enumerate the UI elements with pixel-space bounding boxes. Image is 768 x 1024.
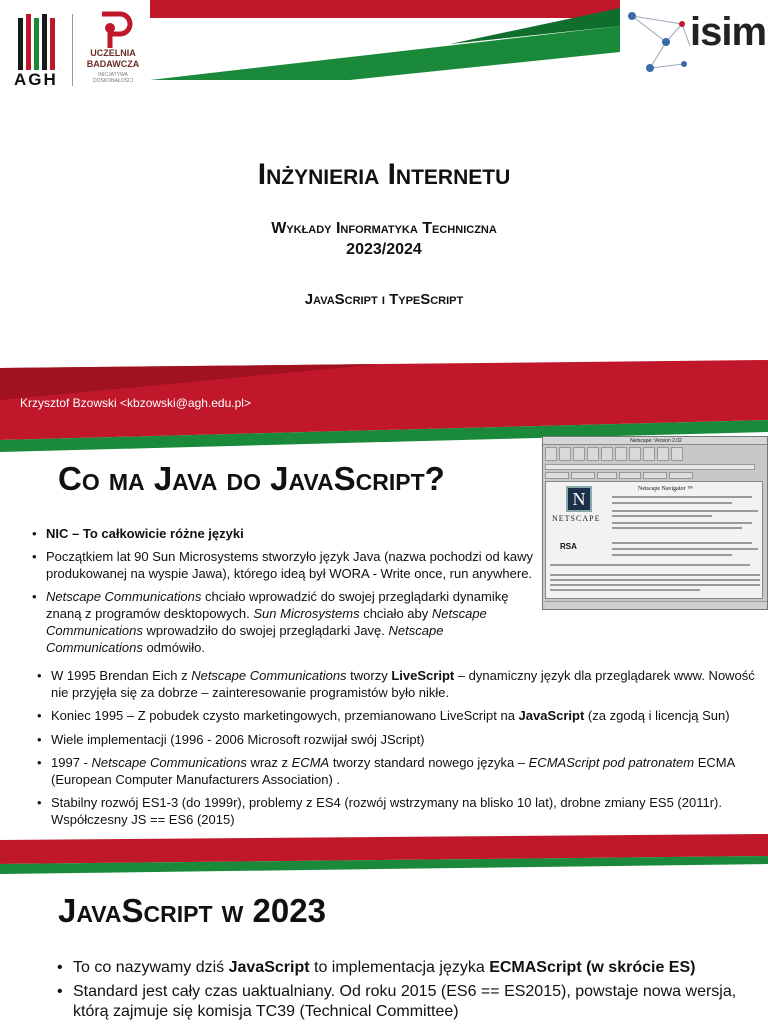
- bullet-dot: •: [57, 959, 63, 976]
- bullet-text: Koniec 1995 – Z pobudek czysto marketingowych, przemianowano LiveScript na: [51, 708, 519, 723]
- bullet-text: Stabilny rozwój ES1-3 (do 1999r), problemy z ES4 (rozwój wstrzymany na blisko 10 lat), drobne zmiany ES5 (2011r). Współczesny JS == ES6 (2015): [51, 795, 722, 827]
- bullet-text: ECMAScript pod patronatem: [528, 755, 695, 770]
- bullet-item: [32, 525, 536, 542]
- isim-wordmark: isim: [690, 10, 767, 54]
- bullet-dot: •: [37, 755, 42, 770]
- bullet-text: NIC – To całkowicie różne języki: [46, 526, 244, 541]
- bullet-item: [37, 667, 763, 701]
- netscape-logo: N: [566, 486, 592, 512]
- bullet-text: Netscape Communications: [91, 755, 247, 770]
- bullet-dot: •: [37, 708, 42, 723]
- bullet-text: ECMAScript (w skrócie ES): [489, 959, 696, 976]
- inicjatywa-text: INICJATYWA DOSKONAŁOŚCI: [92, 72, 133, 84]
- bullet-text: LiveScript: [391, 668, 455, 683]
- bullet-text: – dynamiczny język dla przeglądarek www. Nowość nie przyjęła się za dobrze – zainteresowanie programistów było nikłe.: [51, 668, 755, 700]
- netscape-directory-buttons: [545, 472, 767, 479]
- slide2-title: Co ma Java do JavaScript?: [58, 460, 445, 497]
- bullet-dot: •: [37, 795, 42, 810]
- bullet-text: Wiele implementacji (1996 - 2006 Microsoft rozwijał swój JScript): [51, 732, 425, 747]
- bullet-text: Netscape Communications: [46, 623, 444, 655]
- bullet-text: Sun Microsystems: [253, 606, 360, 621]
- netscape-window-title: Netscape: Version 2.02: [543, 437, 768, 445]
- slide2-footer-band: [0, 834, 768, 874]
- uczelnia-badawcza-text: UCZELNIA BADAWCZA: [86, 48, 140, 69]
- bullet-text: W 1995 Brendan Eich z: [51, 668, 192, 683]
- bullet-text: wraz z: [246, 755, 292, 770]
- header-green-wedge: [150, 0, 620, 80]
- bullet-text: JavaScript: [228, 959, 310, 976]
- bullet-text: chciało aby: [359, 606, 432, 621]
- page-title: Inżynieria Internetu: [257, 158, 511, 191]
- bullet-text: Netscape Communications: [46, 589, 202, 604]
- bullet-text: Netscape Communications: [191, 668, 347, 683]
- netscape-toolbar: [545, 446, 767, 462]
- bullet-dot: •: [57, 983, 63, 1000]
- bullet-text: tworzy standard nowego języka –: [329, 755, 529, 770]
- netscape-heading: Netscape Navigator ™: [638, 486, 693, 492]
- agh-wordmark: AGH: [14, 70, 58, 89]
- bullet-text: tworzy: [346, 668, 392, 683]
- bullet-item: [37, 794, 763, 828]
- bullet-item: [57, 982, 753, 1022]
- course-subtitle: Wykłady Informatyka Techniczna: [271, 220, 497, 237]
- netscape-content: [545, 481, 763, 599]
- bullet-text: (za zgodą i licencją Sun): [584, 708, 730, 723]
- bullet-dot: •: [37, 668, 42, 683]
- bullet-item: [37, 707, 763, 724]
- bullet-dot: •: [32, 589, 37, 604]
- logo-divider: [72, 14, 73, 86]
- bullet-text: wprowadziło do swojej przeglądarki Javę.: [142, 623, 389, 638]
- academic-year: 2023/2024: [346, 241, 422, 258]
- author-line: Krzysztof Bzowski <kbzowski@agh.edu.pl>: [20, 396, 251, 410]
- bullet-text: Standard jest cały czas uaktualniany. Od roku 2015 (ES6 == ES2015), powstaje nowa wersja, którą zajmuje się komisja TC39 (Technical Committee): [73, 983, 737, 1020]
- bullet-dot: •: [32, 549, 37, 564]
- netscape-screenshot: [542, 436, 768, 610]
- bullet-dot: •: [37, 732, 42, 747]
- bullet-text: odmówiło.: [142, 640, 205, 655]
- bullet-item: [57, 958, 753, 978]
- lecture-topic: JavaScript i TypeScript: [304, 291, 464, 308]
- bullet-text: to implementacja języka: [309, 959, 490, 976]
- bullet-item: [32, 548, 536, 582]
- bullet-text: To co nazywamy dziś: [73, 959, 229, 976]
- bullet-item: [32, 588, 536, 656]
- slide3-title: JavaScript w 2023: [58, 892, 326, 929]
- bullet-text: ECMA (European Computer Manufacturers Association) .: [51, 755, 735, 787]
- bullet-text: chciało wprowadzić do swojej przeglądarki dynamikę znaną z programów desktopowych.: [46, 589, 509, 621]
- bullet-dot: •: [32, 526, 37, 541]
- bullet-item: [37, 731, 763, 748]
- bullet-text: Netscape Communications: [46, 606, 487, 638]
- bullet-item: [37, 754, 763, 788]
- netscape-location-bar: [545, 464, 755, 470]
- bullet-text: Początkiem lat 90 Sun Microsystems stworzyło język Java (nazwa pochodzi od kawy produkowanej na wyspie Jawa), którego ideą był WORA - Write once, run anywhere.: [46, 549, 533, 581]
- netscape-status-bar: [545, 601, 767, 609]
- bullet-text: ECMA: [291, 755, 330, 770]
- bullet-text: JavaScript: [518, 708, 585, 723]
- rsa-logo: RSA: [560, 542, 577, 551]
- netscape-wordmark: NETSCAPE: [552, 514, 601, 523]
- bullet-text: 1997 -: [51, 755, 92, 770]
